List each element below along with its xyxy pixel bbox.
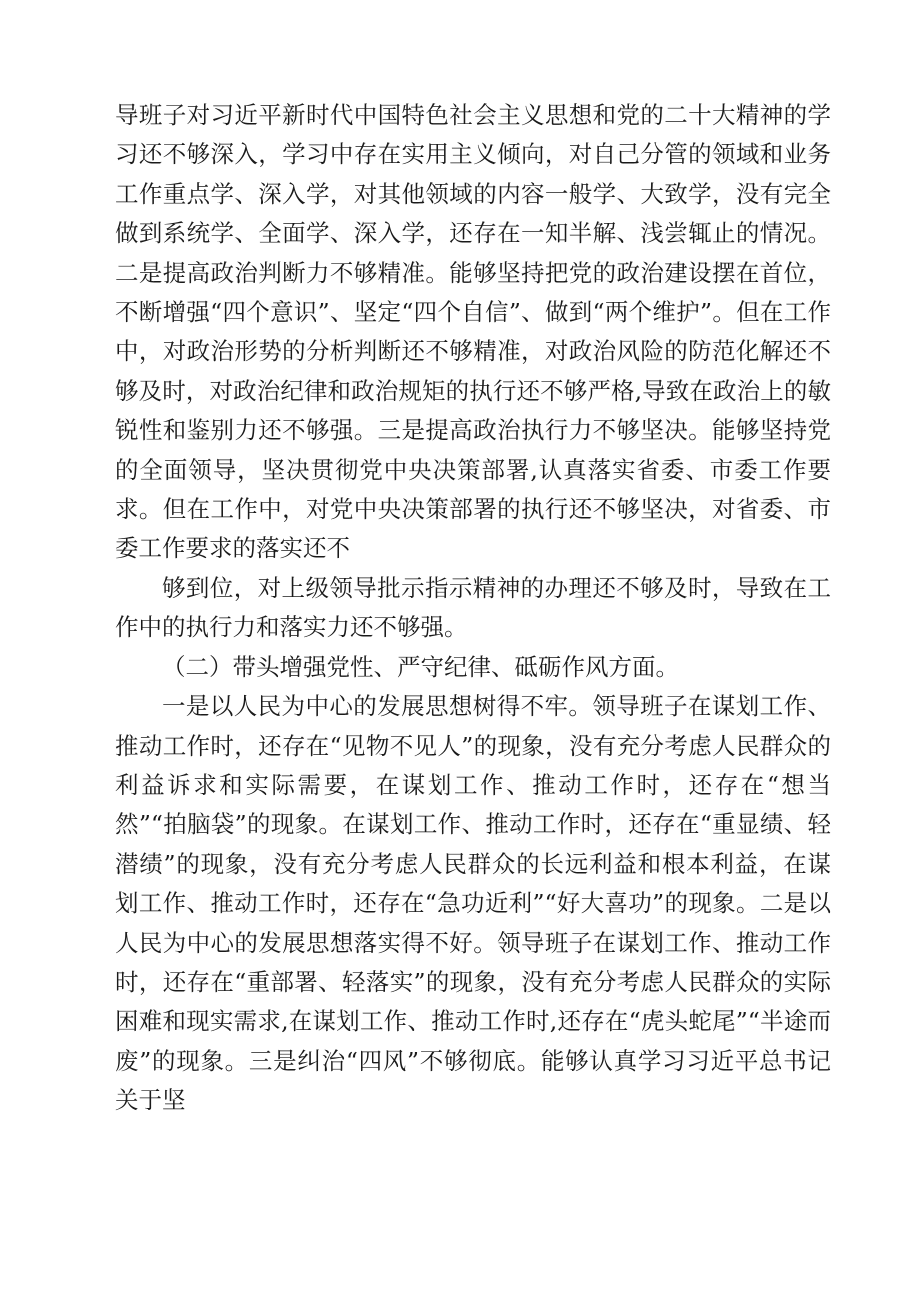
document-body bbox=[115, 96, 831, 1121]
paragraph-continuation: 够到位，对上级领导批示指示精神的办理还不够及时，导致在工作中的执行力和落实力还不够强。 bbox=[115, 573, 831, 642]
section-heading-party-spirit: （二）带头增强党性、严守纪律、砥砺作风方面。 bbox=[162, 652, 679, 681]
paragraph-political-capacity: 导班子对习近平新时代中国特色社会主义思想和党的二十大精神的学习还不够深入，学习中存在实用主义倾向，对自己分管的领域和业务工作重点学、深入学，对其他领域的内容一般学、大致学，没有完全做到系统学、全面学、深入学，还存在一知半解、浅尝辄止的情况。二是提高政治判断力不够精准。能够坚持把党的政治建设摆在首位，不断增强“四个意识”、坚定“四个自信”、做到“两个维护”。但在工作中，对政治形势的分析判断还不够精准，对政治风险的防范化解还不够及时，对政治纪律和政治规矩的执行还不够严格,导致在政治上的敏锐性和鉴别力还不够强。三是提高政治执行力不够坚决。能够坚持党的全面领导，坚决贯彻党中央决策部署,认真落实省委、市委工作要求。但在工作中，对党中央决策部署的执行还不够坚决，对省委、市委工作要求的落实还不 bbox=[115, 101, 831, 563]
paragraph-people-centered: 一是以人民为中心的发展思想树得不牢。领导班子在谋划工作、推动工作时，还存在“见物不见人”的现象，没有充分考虑人民群众的利益诉求和实际需要，在谋划工作、推动工作时，还存在“想当然”“拍脑袋”的现象。在谋划工作、推动工作时，还存在“重显绩、轻潜绩”的现象，没有充分考虑人民群众的长远利益和根本利益，在谋划工作、推动工作时，还存在“急功近利”“好大喜功”的现象。二是以人民为中心的发展思想落实得不好。领导班子在谋划工作、推动工作时，还存在“重部署、轻落实”的现象，没有充分考虑人民群众的实际困难和现实需求,在谋划工作、推动工作时,还存在“虎头蛇尾”“半途而废”的现象。三是纠治“四风”不够彻底。能够认真学习习近平总书记关于坚 bbox=[115, 692, 831, 1115]
